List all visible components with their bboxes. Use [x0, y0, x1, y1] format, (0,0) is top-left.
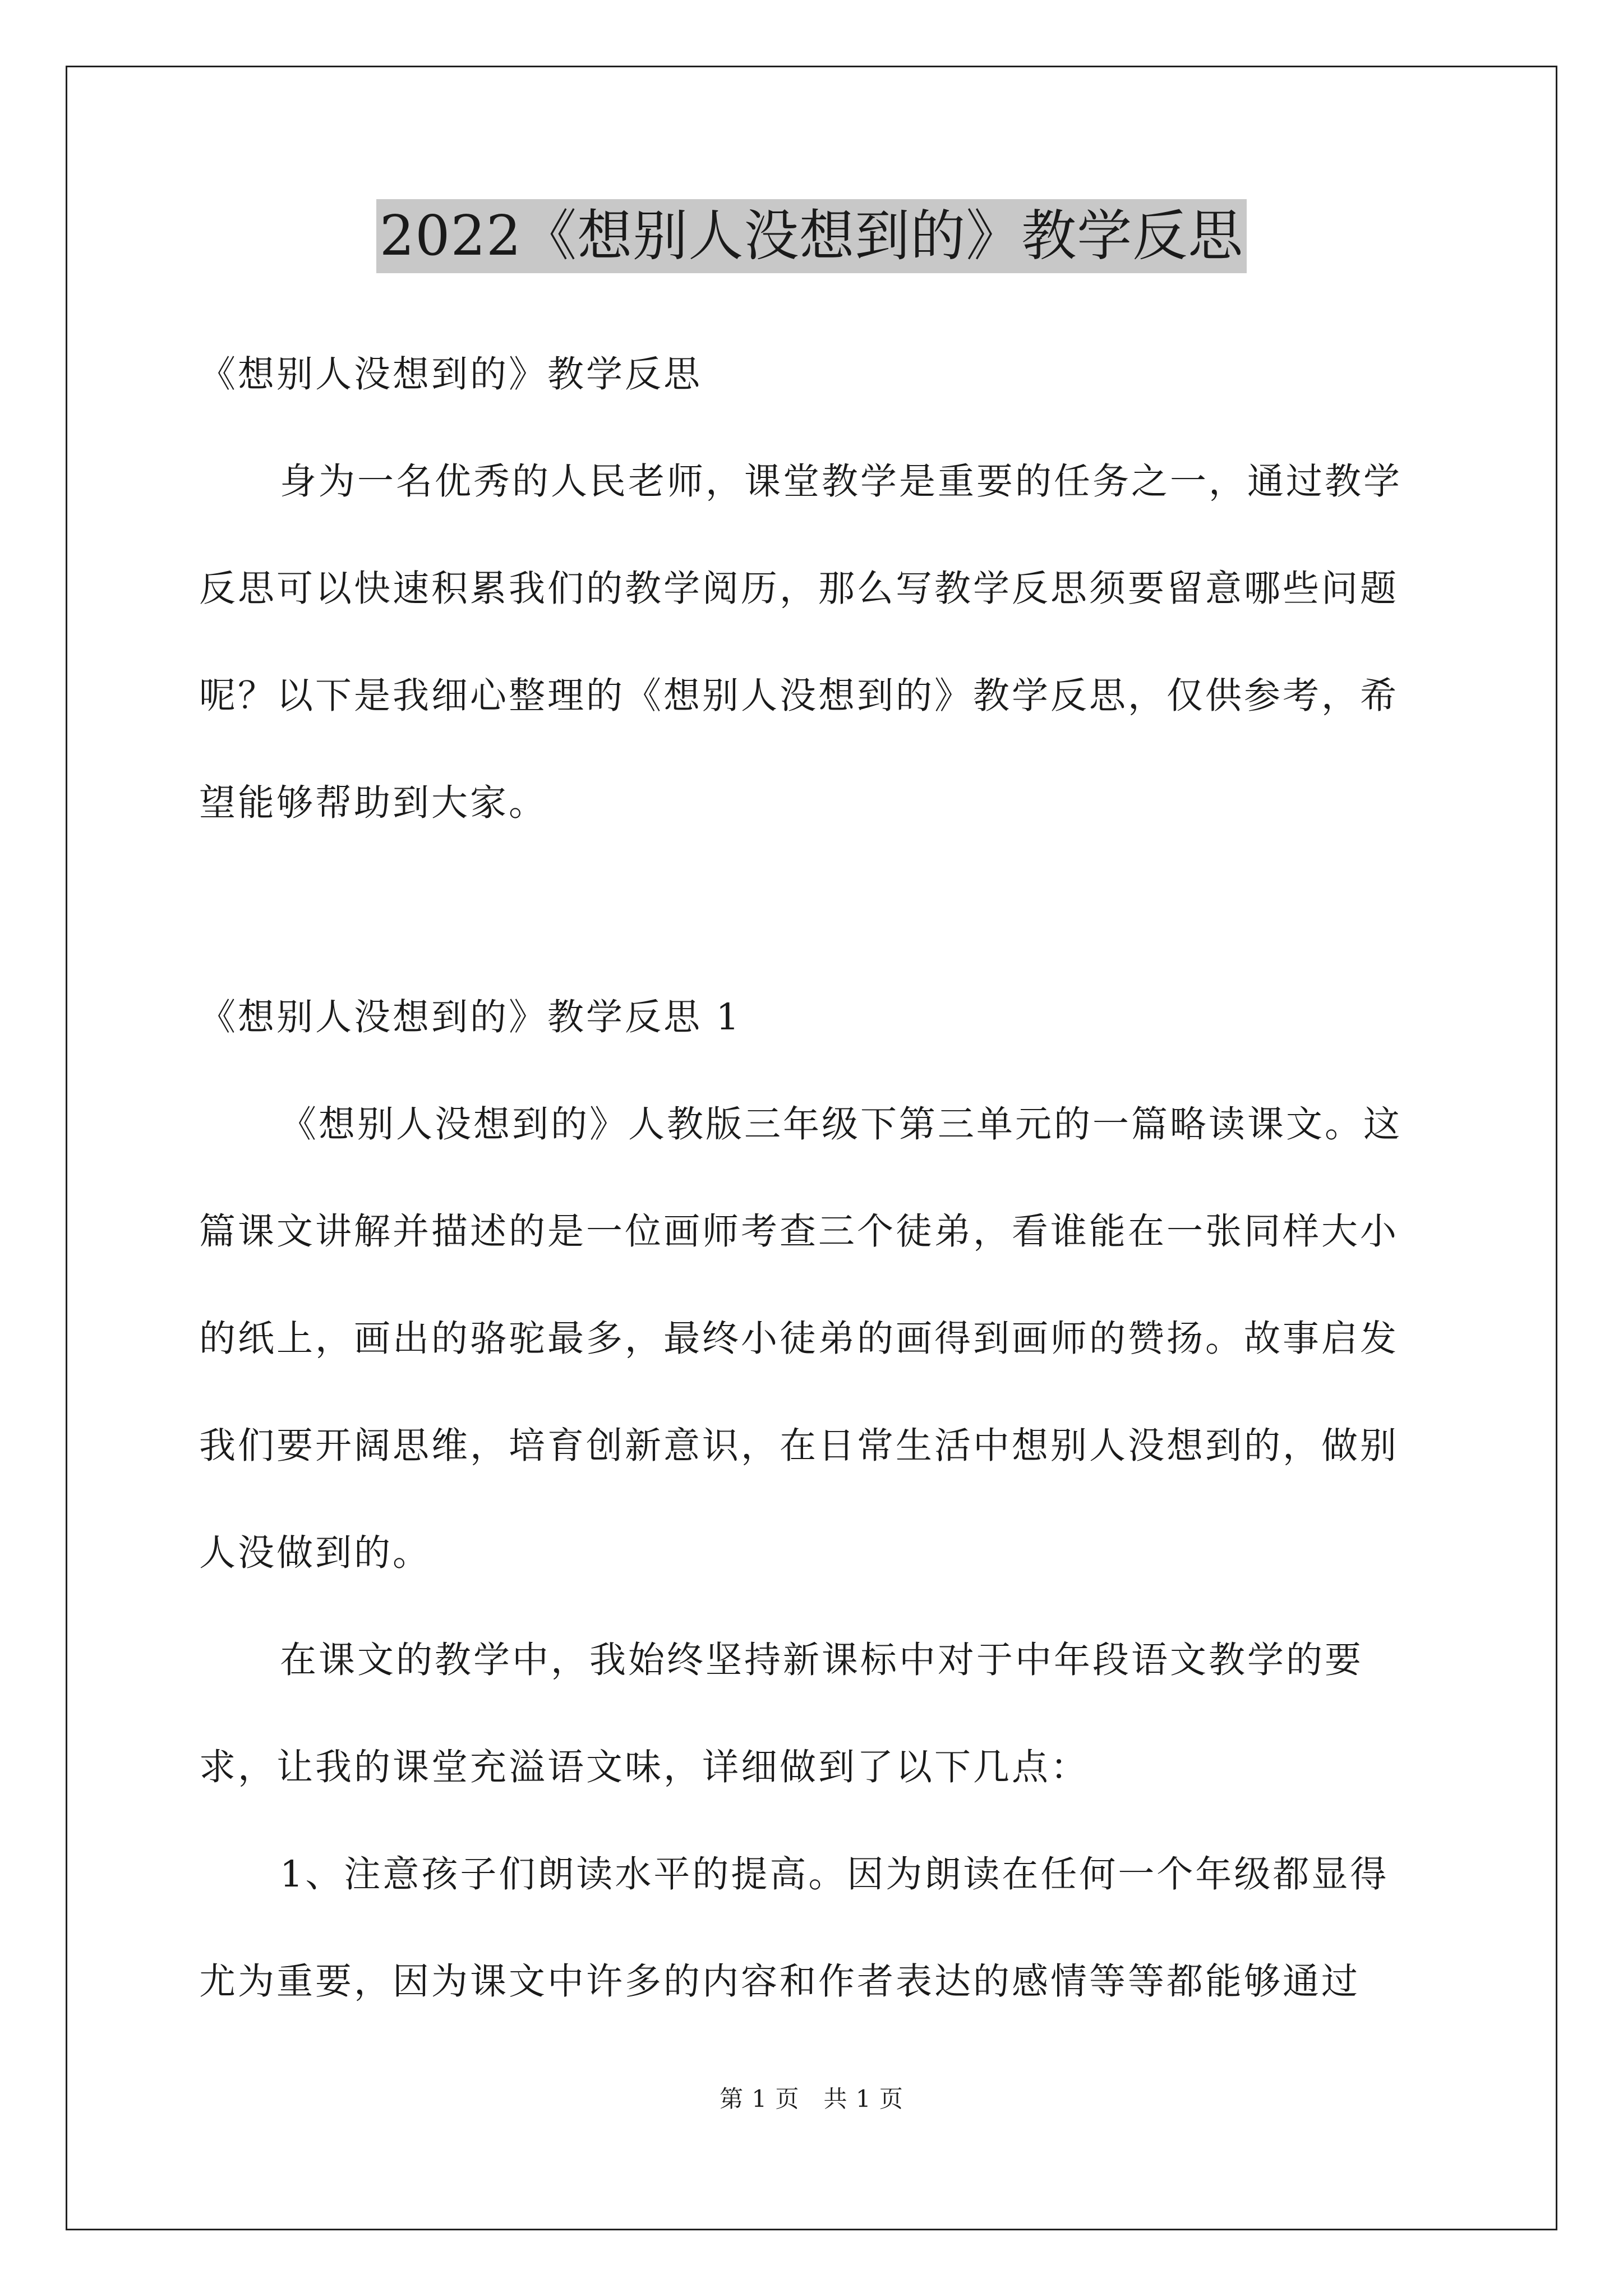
section-heading: 《想别人没想到的》教学反思 1 [199, 996, 742, 1038]
body-paragraph: 1、注意孩子们朗读水平的提高。因为朗读在任何一个年级都显得尤为重要，因为课文中许多的内容和作者表达的感情等等都能够通过 [199, 1853, 1389, 2003]
body-paragraph: 在课文的教学中，我始终坚持新课标中对于中年段语文教学的要求，让我的课堂充溢语文味，详细做到了以下几点： [199, 1639, 1364, 1788]
subheading: 《想别人没想到的》教学反思 [199, 353, 703, 395]
body-paragraph: 《想别人没想到的》人教版三年级下第三单元的一篇略读课文。这篇课文讲解并描述的是一位画师考查三个徒弟，看谁能在一张同样大小的纸上，画出的骆驼最多，最终小徒弟的画得到画师的赞扬。故事启发我们要开阔思维，培育创新意识，在日常生活中想别人没想到的，做别人没做到的。 [199, 1103, 1403, 1574]
intro-paragraph: 身为一名优秀的人民老师，课堂教学是重要的任务之一，通过教学反思可以快速积累我们的教学阅历，那么写教学反思须要留意哪些问题呢？以下是我细心整理的《想别人没想到的》教学反思，仅供参考，希望能够帮助到大家。 [199, 461, 1403, 824]
page-footer: 第 1 页 共 1 页 [720, 2085, 903, 2113]
document-title: 2022《想别人没想到的》教学反思 [376, 199, 1247, 273]
document-body [199, 321, 1427, 2035]
title-wrap [0, 199, 1623, 273]
